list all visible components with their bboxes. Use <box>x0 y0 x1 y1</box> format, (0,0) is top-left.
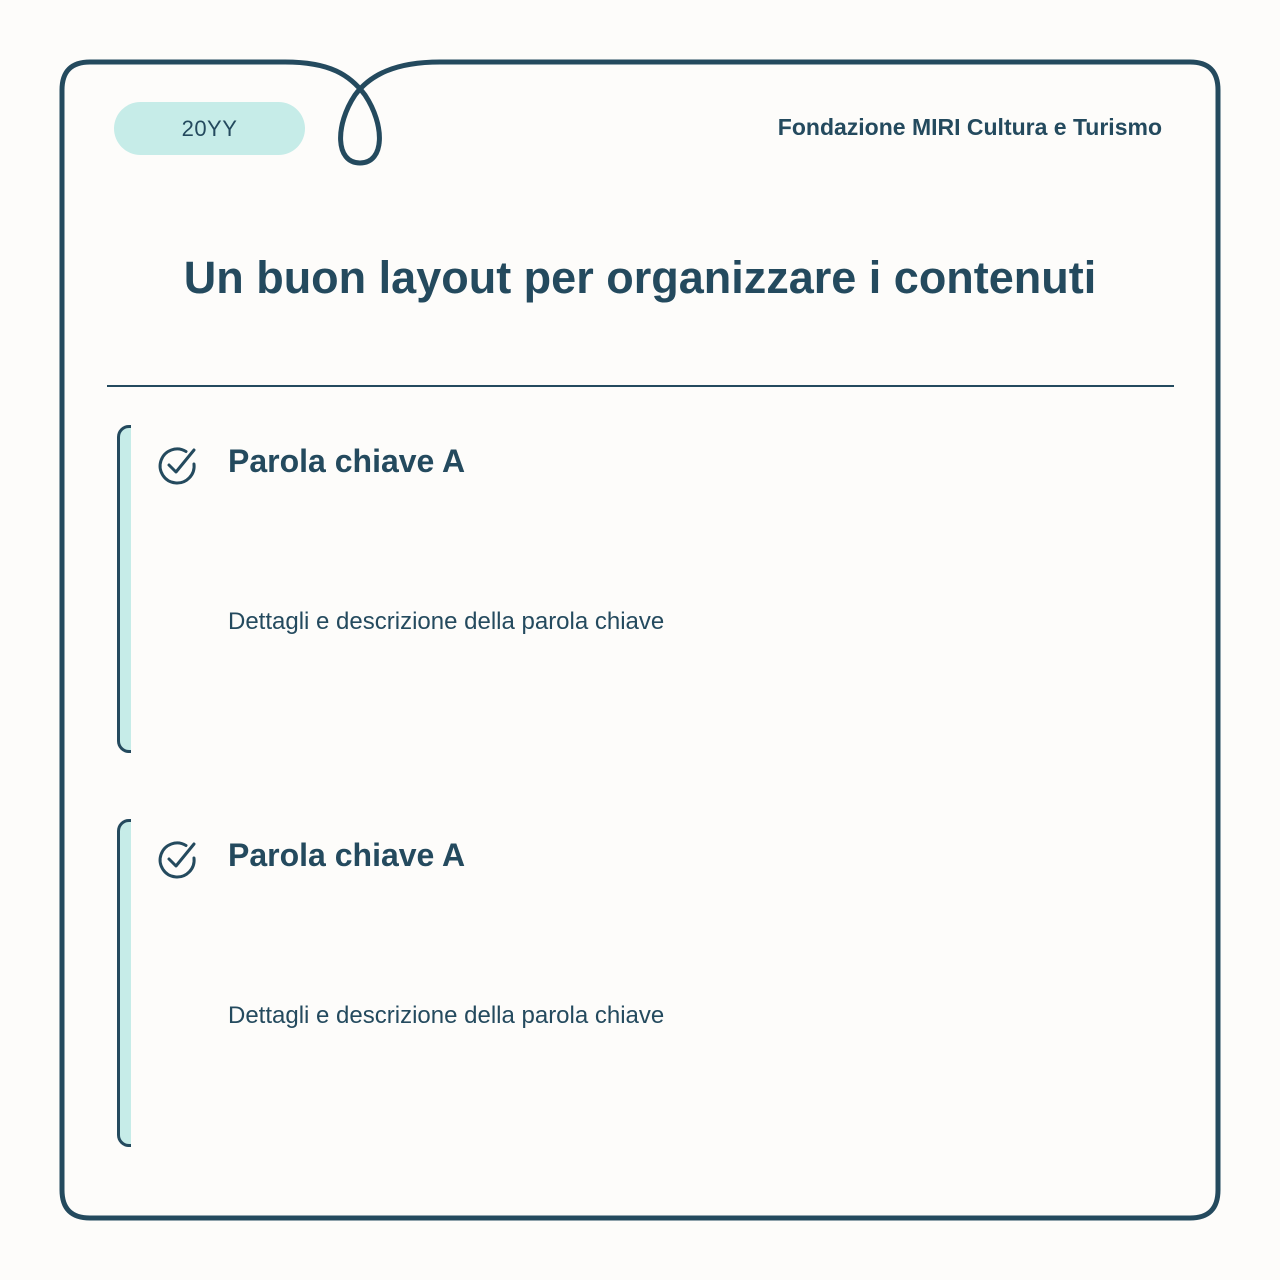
keyword-description: Dettagli e descrizione della parola chiave <box>228 608 665 635</box>
keyword-title: Parola chiave A <box>228 443 466 479</box>
page-title: Un buon layout per organizzare i contenuti <box>183 252 1097 303</box>
bracket-decoration <box>117 819 131 1147</box>
year-badge: 20YY <box>114 102 305 155</box>
keyword-description: Dettagli e descrizione della parola chiave <box>228 1002 665 1029</box>
keyword-item <box>117 425 1117 753</box>
keyword-item <box>117 819 1117 1147</box>
divider <box>107 385 1174 387</box>
organization-name: Fondazione MIRI Cultura e Turismo <box>777 114 1162 140</box>
check-circle-icon <box>156 838 200 882</box>
check-circle-icon <box>156 444 200 488</box>
bracket-decoration <box>117 425 131 753</box>
keyword-title: Parola chiave A <box>228 837 466 873</box>
